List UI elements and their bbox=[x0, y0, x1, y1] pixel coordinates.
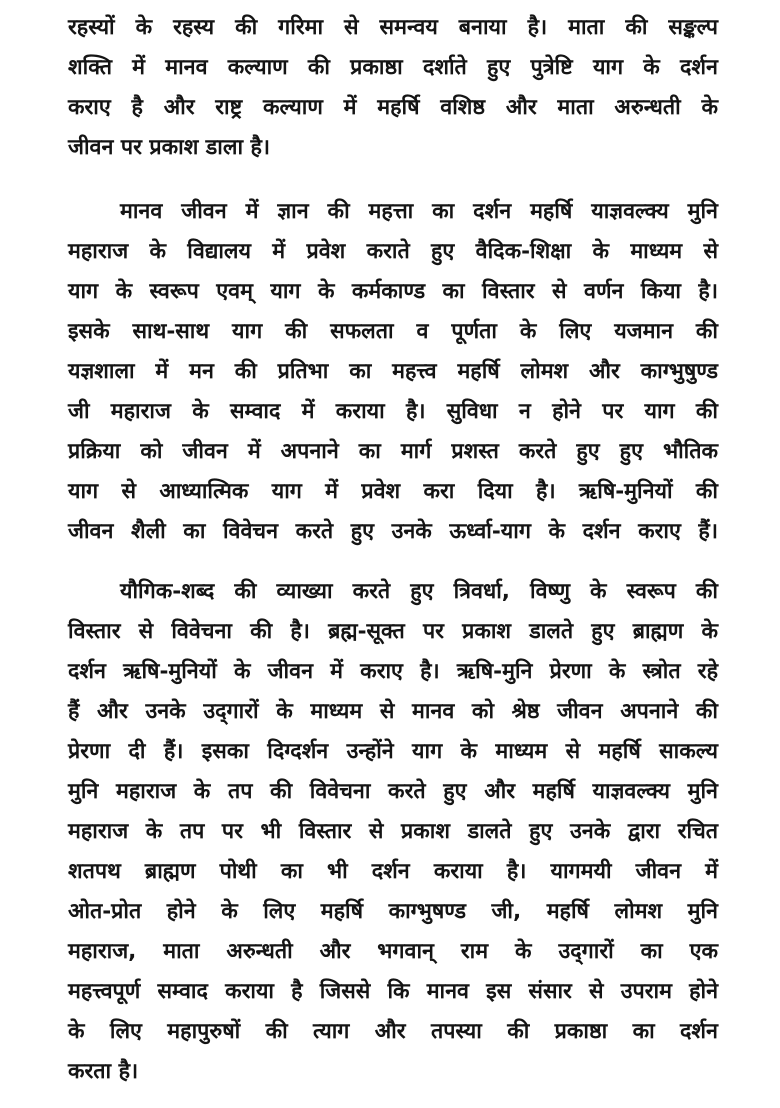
text-line: जीवन शैली का विवेचन करते हुए उनके ऊर्ध्वा-याग के दर्शन कराए हैं। bbox=[68, 519, 718, 544]
text-line: जीवन पर प्रकाश डाला है। bbox=[68, 135, 271, 160]
paragraph-2 bbox=[68, 192, 718, 552]
text-line: ओत-प्रोत होने के लिए महर्षि काग्भुषण्ड जी, महर्षि लोमश मुनि bbox=[68, 899, 718, 924]
text-line: विस्तार से विवेचना की है। ब्रह्म-सूक्त पर प्रकाश डालते हुए ब्राह्मण के bbox=[68, 619, 718, 644]
text-line: यज्ञशाला में मन की प्रतिभा का महत्त्व महर्षि लोमश और काग्भुषुण्ड bbox=[68, 359, 718, 384]
text-line: रहस्यों के रहस्य की गरिमा से समन्वय बनाया है। माता की सङ्कल्प bbox=[68, 15, 718, 40]
text-line: हैं और उनके उद्‌गारों के माध्यम से मानव को श्रेष्ठ जीवन अपनाने की bbox=[68, 699, 718, 724]
text-line: महत्त्वपूर्ण सम्वाद कराया है जिससे कि मानव इस संसार से उपराम होने bbox=[68, 979, 718, 1004]
paragraph-1 bbox=[68, 8, 718, 168]
text-line: महाराज के विद्यालय में प्रवेश कराते हुए वैदिक-शिक्षा के माध्यम से bbox=[68, 239, 718, 264]
text-line: कराए है और राष्ट्र कल्याण में महर्षि वशिष्ठ और माता अरुन्धती के bbox=[68, 95, 718, 120]
text-line: याग के स्वरूप एवम् याग के कर्मकाण्ड का विस्तार से वर्णन किया है। bbox=[68, 279, 718, 304]
text-line: मानव जीवन में ज्ञान की महत्ता का दर्शन महर्षि याज्ञवल्क्य मुनि bbox=[120, 199, 718, 224]
text-line: करता है। bbox=[68, 1059, 139, 1084]
text-line: जी महाराज के सम्वाद में कराया है। सुविधा न होने पर याग की bbox=[68, 399, 718, 424]
text-line: प्रेरणा दी हैं। इसका दिग्दर्शन उन्होंने याग के माध्यम से महर्षि साकल्य bbox=[68, 739, 718, 764]
text-line: दर्शन ऋषि-मुनियों के जीवन में कराए है। ऋषि-मुनि प्रेरणा के स्त्रोत रहे bbox=[68, 659, 718, 684]
text-line: मुनि महाराज के तप की विवेचना करते हुए और महर्षि याज्ञवल्क्य मुनि bbox=[68, 779, 718, 804]
text-line: महाराज, माता अरुन्धती और भगवान् राम के उद्‌गारों का एक bbox=[68, 939, 718, 964]
text-line: के लिए महापुरुषों की त्याग और तपस्या की प्रकाष्ठा का दर्शन bbox=[68, 1019, 718, 1044]
text-line: शक्ति में मानव कल्याण की प्रकाष्ठा दर्शाते हुए पुत्रेष्टि याग के दर्शन bbox=[68, 55, 718, 80]
text-line: प्रक्रिया को जीवन में अपनाने का मार्ग प्रशस्त करते हुए हुए भौतिक bbox=[68, 439, 718, 464]
text-line: शतपथ ब्राह्मण पोथी का भी दर्शन कराया है। यागमयी जीवन में bbox=[68, 859, 718, 884]
text-line: महाराज के तप पर भी विस्तार से प्रकाश डालते हुए उनके द्वारा रचित bbox=[68, 819, 718, 844]
text-line: यौगिक-शब्द की व्याख्या करते हुए त्रिवर्धा, विष्णु के स्वरूप की bbox=[120, 579, 718, 604]
text-line: याग से आध्यात्मिक याग में प्रवेश करा दिया है। ऋषि-मुनियों की bbox=[68, 479, 718, 504]
paragraph-3 bbox=[68, 572, 718, 1092]
text-line: इसके साथ-साथ याग की सफलता व पूर्णता के लिए यजमान की bbox=[68, 319, 718, 344]
